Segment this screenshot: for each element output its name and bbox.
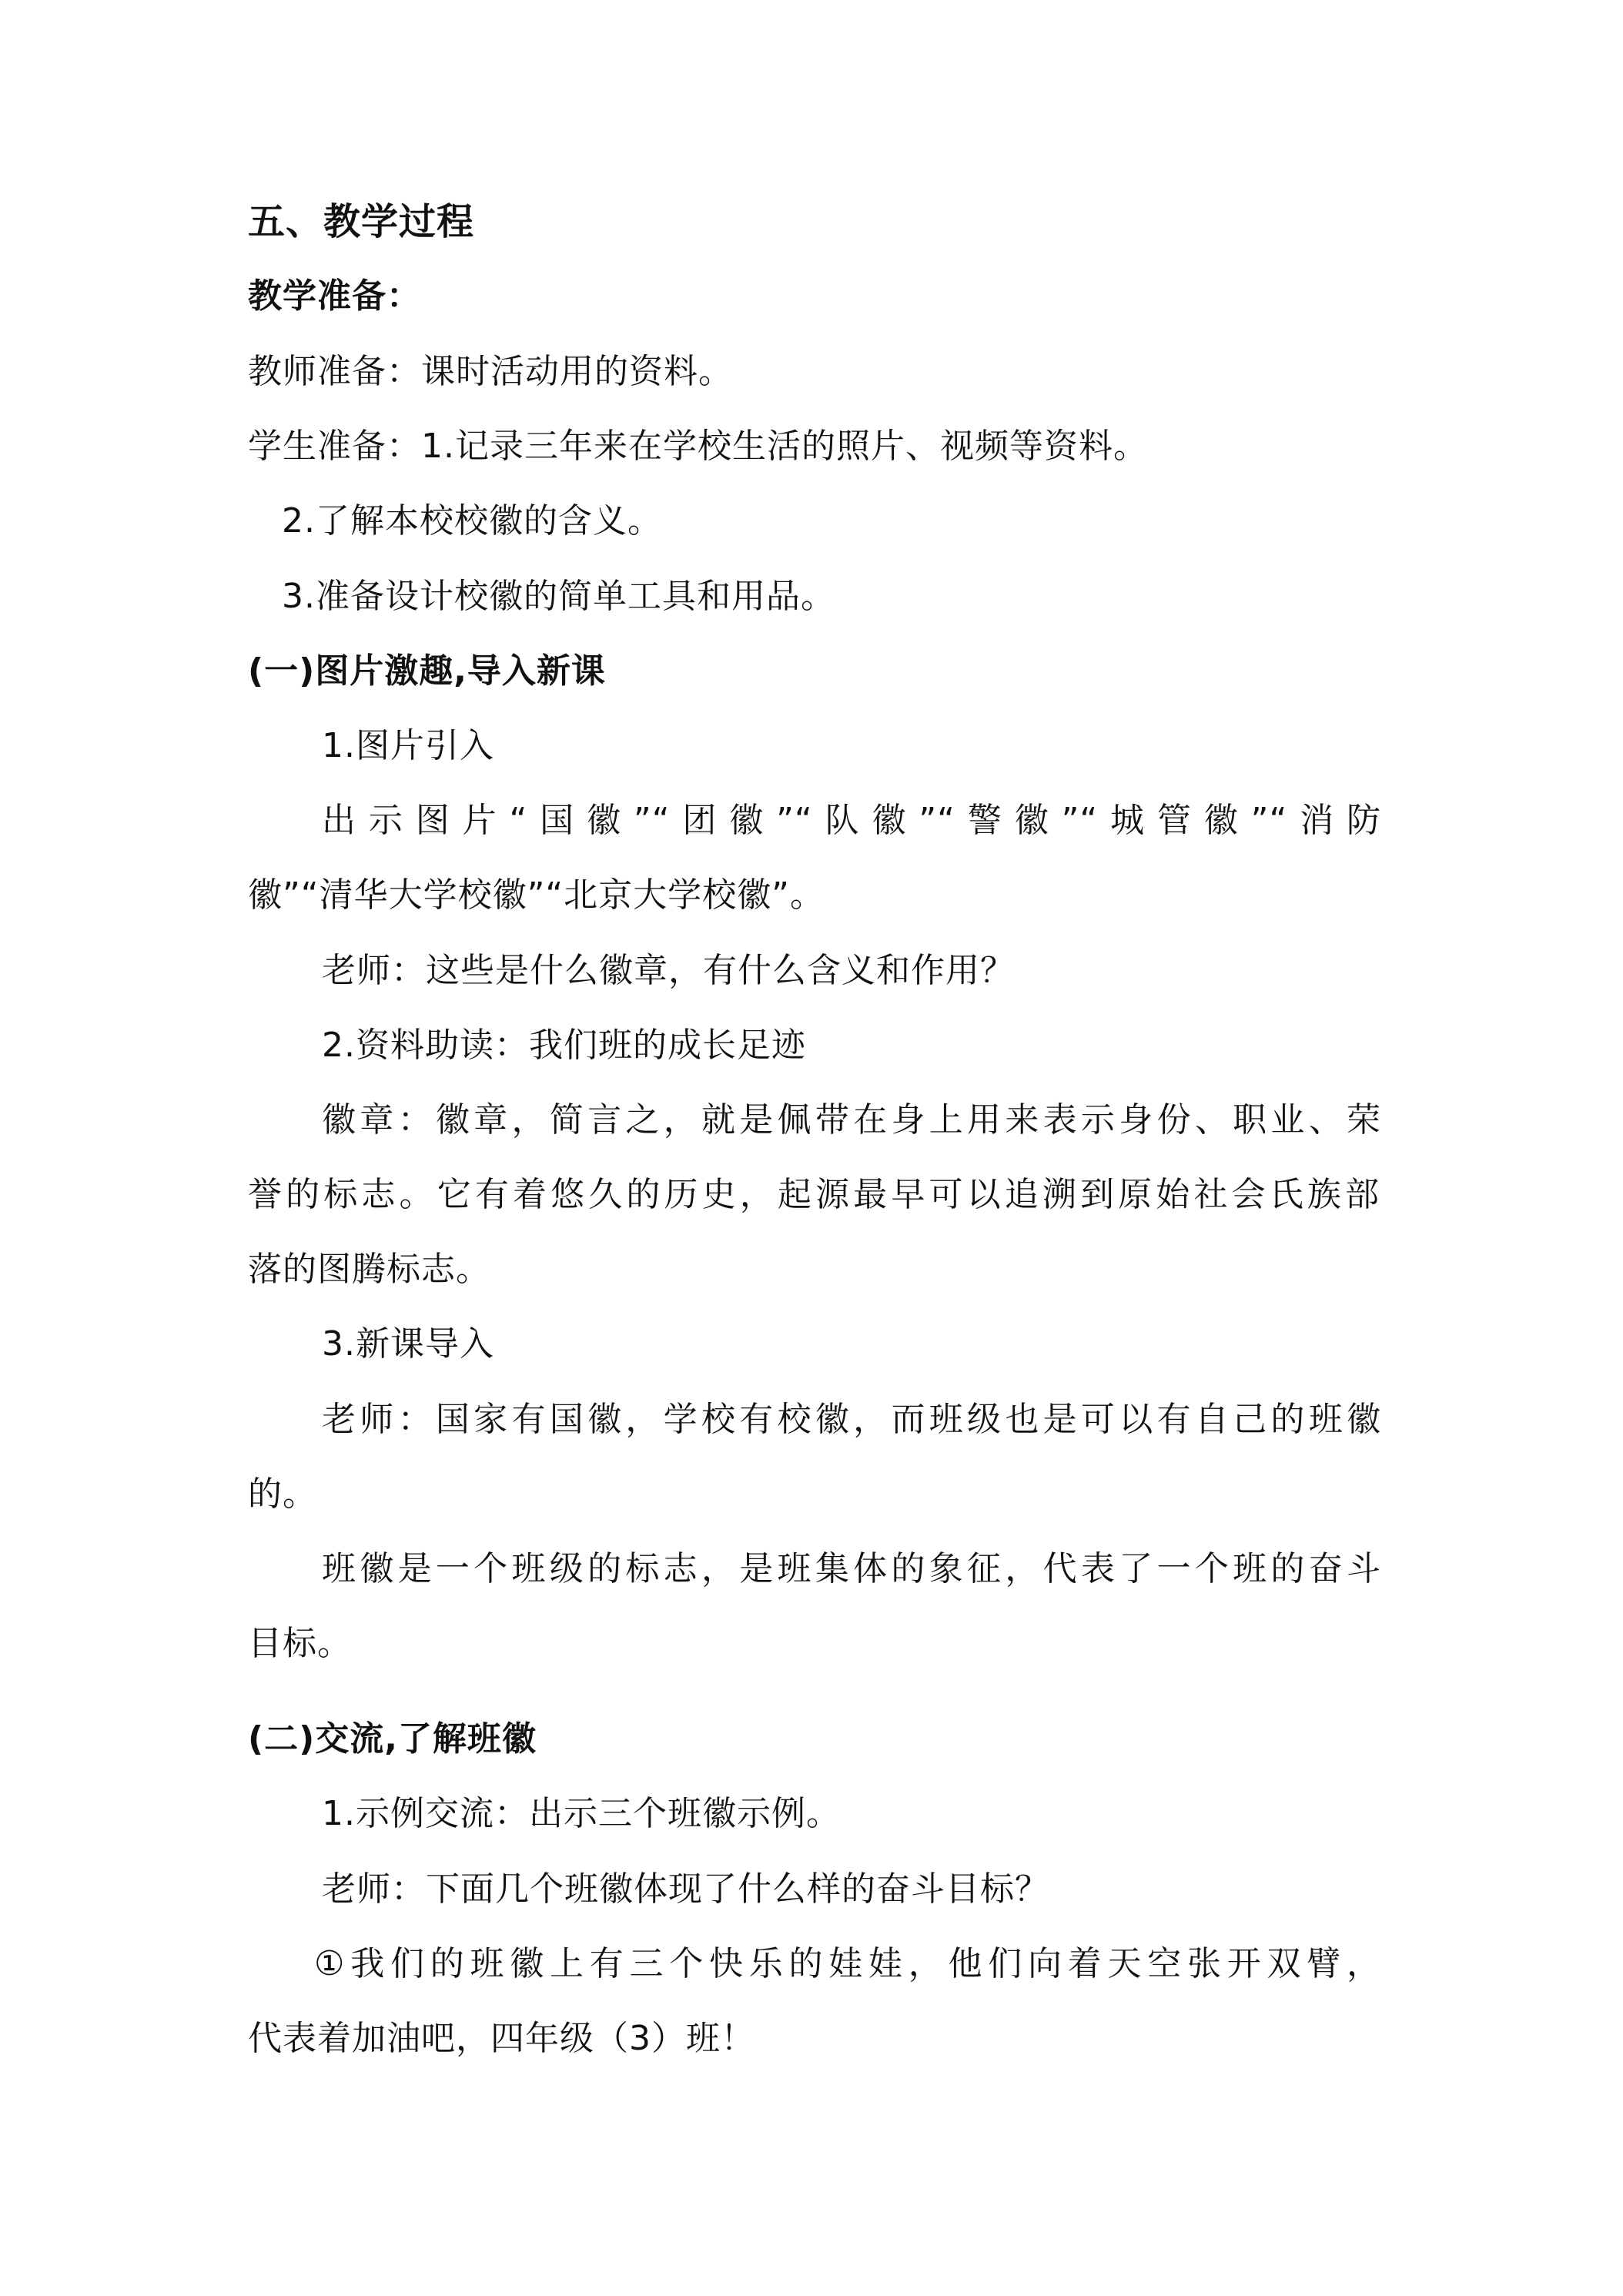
p1-item2: 2.资料助读：我们班的成长足迹 — [322, 1026, 806, 1065]
section-title: 五、教学过程 — [248, 200, 475, 243]
p1-item3: 3.新课导入 — [322, 1324, 494, 1364]
student-prep-3: 3.准备设计校徽的简单工具和用品。 — [282, 577, 835, 616]
p1-show-line2: 徽”“清华大学校徽”“北京大学校徽”。 — [248, 875, 825, 915]
p1-teacher-question: 老师：这些是什么徽章，有什么含义和作用？ — [322, 951, 1015, 990]
prep-heading: 教学准备： — [248, 276, 421, 316]
p2-example-line1: ①我们的班徽上有三个快乐的娃娃，他们向着天空张开双臂， — [314, 1944, 1381, 1983]
p1-badge-line3: 落的图腾标志。 — [248, 1250, 490, 1289]
p1-teacher-line2: 的。 — [248, 1474, 317, 1514]
student-prep-1: 学生准备：1.记录三年来在学校生活的照片、视频等资料。 — [248, 427, 1148, 466]
p2-item1: 1.示例交流：出示三个班徽示例。 — [322, 1794, 841, 1833]
p1-badge-line2: 誉的标志。它有着悠久的历史，起源最早可以追溯到原始社会氏族部 — [248, 1175, 1380, 1214]
p1-teacher-line1: 老师：国家有国徽，学校有校徽，而班级也是可以有自己的班徽 — [322, 1400, 1381, 1439]
p1-item1: 1.图片引入 — [322, 726, 494, 765]
part2-heading: (二)交流,了解班徽 — [248, 1719, 537, 1759]
p1-class-line1: 班徽是一个班级的标志，是班集体的象征，代表了一个班的奋斗 — [322, 1549, 1381, 1588]
p1-show-line1: 出示图片“国徽”“团徽”“队徽”“警徽”“城管徽”“消防 — [322, 801, 1381, 840]
teacher-prep: 教师准备：课时活动用的资料。 — [248, 352, 733, 391]
p1-class-line2: 目标。 — [248, 1624, 352, 1663]
p2-teacher-question: 老师：下面几个班徽体现了什么样的奋斗目标？ — [322, 1869, 1049, 1909]
p1-badge-line1: 徽章：徽章，简言之，就是佩带在身上用来表示身份、职业、荣 — [322, 1100, 1381, 1140]
p2-example-line2: 代表着加油吧，四年级（3）班！ — [248, 2019, 755, 2058]
part1-heading: (一)图片激趣,导入新课 — [248, 651, 606, 691]
student-prep-2: 2.了解本校校徽的含义。 — [282, 501, 662, 541]
